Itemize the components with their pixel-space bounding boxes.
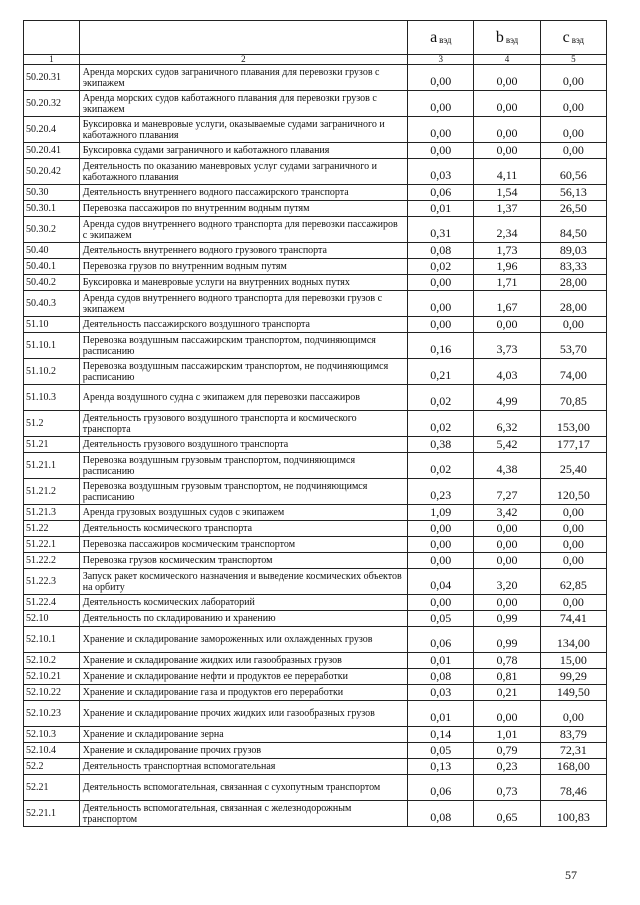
row-name: Перевозка грузов космическим транспортом bbox=[79, 553, 407, 569]
row-code: 51.10.2 bbox=[24, 359, 80, 385]
row-name: Аренда воздушного судна с экипажем для перевозки пассажиров bbox=[79, 385, 407, 411]
row-value-b: 0,00 bbox=[474, 91, 540, 117]
row-value-a: 0,05 bbox=[408, 611, 474, 627]
header-name-cell bbox=[79, 21, 407, 55]
row-value-c: 72,31 bbox=[540, 743, 606, 759]
row-code: 52.10 bbox=[24, 611, 80, 627]
row-value-a: 0,13 bbox=[408, 759, 474, 775]
row-value-c: 74,41 bbox=[540, 611, 606, 627]
row-value-c: 0,00 bbox=[540, 521, 606, 537]
row-code: 50.20.4 bbox=[24, 117, 80, 143]
row-code: 51.10.3 bbox=[24, 385, 80, 411]
row-code: 52.10.2 bbox=[24, 653, 80, 669]
row-name: Аренда морских судов заграничного плавания для перевозки грузов с экипажем bbox=[79, 65, 407, 91]
row-value-b: 4,38 bbox=[474, 453, 540, 479]
row-code: 50.30.2 bbox=[24, 217, 80, 243]
row-value-a: 0,16 bbox=[408, 333, 474, 359]
header-col-a-sub: вэд bbox=[439, 34, 452, 45]
coefficients-table bbox=[23, 20, 607, 827]
row-value-a: 0,00 bbox=[408, 275, 474, 291]
row-value-c: 15,00 bbox=[540, 653, 606, 669]
row-value-c: 28,00 bbox=[540, 275, 606, 291]
header-col-b bbox=[474, 21, 540, 55]
table-row bbox=[24, 727, 607, 743]
row-value-b: 7,27 bbox=[474, 479, 540, 505]
row-value-c: 153,00 bbox=[540, 411, 606, 437]
row-code: 51.21.1 bbox=[24, 453, 80, 479]
table-row bbox=[24, 385, 607, 411]
row-value-a: 0,05 bbox=[408, 743, 474, 759]
row-value-b: 0,21 bbox=[474, 685, 540, 701]
row-code: 50.40.3 bbox=[24, 291, 80, 317]
row-value-a: 0,02 bbox=[408, 259, 474, 275]
header-col-a-letter: a bbox=[430, 28, 438, 46]
header-row bbox=[24, 21, 607, 55]
row-value-c: 26,50 bbox=[540, 201, 606, 217]
row-value-a: 0,08 bbox=[408, 243, 474, 259]
table-row bbox=[24, 117, 607, 143]
table-row bbox=[24, 143, 607, 159]
table-row bbox=[24, 259, 607, 275]
column-index: 1 bbox=[24, 55, 80, 65]
row-value-c: 60,56 bbox=[540, 159, 606, 185]
row-value-c: 0,00 bbox=[540, 65, 606, 91]
row-value-c: 70,85 bbox=[540, 385, 606, 411]
row-value-a: 0,00 bbox=[408, 521, 474, 537]
row-value-b: 0,99 bbox=[474, 627, 540, 653]
table-row bbox=[24, 685, 607, 701]
row-value-a: 0,04 bbox=[408, 569, 474, 595]
row-value-a: 0,02 bbox=[408, 385, 474, 411]
row-value-c: 149,50 bbox=[540, 685, 606, 701]
row-value-c: 0,00 bbox=[540, 537, 606, 553]
row-value-c: 0,00 bbox=[540, 317, 606, 333]
row-value-c: 25,40 bbox=[540, 453, 606, 479]
row-value-c: 62,85 bbox=[540, 569, 606, 595]
column-index: 5 bbox=[540, 55, 606, 65]
row-code: 50.30.1 bbox=[24, 201, 80, 217]
row-name: Хранение и складирование жидких или газообразных грузов bbox=[79, 653, 407, 669]
column-index: 4 bbox=[474, 55, 540, 65]
row-value-a: 0,00 bbox=[408, 65, 474, 91]
row-value-a: 0,06 bbox=[408, 185, 474, 201]
row-code: 52.10.4 bbox=[24, 743, 80, 759]
row-value-a: 0,00 bbox=[408, 537, 474, 553]
row-name: Буксировка и маневровые услуги на внутренних водных путях bbox=[79, 275, 407, 291]
row-value-a: 0,01 bbox=[408, 201, 474, 217]
header-col-c-letter: c bbox=[562, 28, 570, 46]
row-value-a: 0,08 bbox=[408, 669, 474, 685]
row-value-c: 78,46 bbox=[540, 775, 606, 801]
row-value-c: 177,17 bbox=[540, 437, 606, 453]
table-row bbox=[24, 291, 607, 317]
row-value-c: 0,00 bbox=[540, 701, 606, 727]
row-code: 50.20.41 bbox=[24, 143, 80, 159]
row-value-b: 0,00 bbox=[474, 65, 540, 91]
row-value-b: 4,99 bbox=[474, 385, 540, 411]
row-code: 50.20.42 bbox=[24, 159, 80, 185]
row-code: 50.40 bbox=[24, 243, 80, 259]
row-value-a: 0,21 bbox=[408, 359, 474, 385]
row-name: Деятельность вспомогательная, связанная с железнодорожным транспортом bbox=[79, 801, 407, 827]
row-name: Буксировка и маневровые услуги, оказываемые судами заграничного и каботажного плавания bbox=[79, 117, 407, 143]
row-name: Аренда судов внутреннего водного транспорта для перевозки грузов с экипажем bbox=[79, 291, 407, 317]
row-value-c: 53,70 bbox=[540, 333, 606, 359]
header-col-b-letter: b bbox=[495, 28, 504, 46]
table-row bbox=[24, 611, 607, 627]
header-col-c bbox=[540, 21, 606, 55]
row-value-a: 0,03 bbox=[408, 685, 474, 701]
table-row bbox=[24, 521, 607, 537]
row-name: Перевозка воздушным грузовым транспортом, не подчиняющимся расписанию bbox=[79, 479, 407, 505]
table-row bbox=[24, 453, 607, 479]
row-value-a: 0,14 bbox=[408, 727, 474, 743]
row-value-a: 0,00 bbox=[408, 91, 474, 117]
row-value-a: 0,02 bbox=[408, 411, 474, 437]
row-value-b: 3,20 bbox=[474, 569, 540, 595]
row-value-b: 0,23 bbox=[474, 759, 540, 775]
table-row bbox=[24, 185, 607, 201]
table-row bbox=[24, 653, 607, 669]
row-code: 52.2 bbox=[24, 759, 80, 775]
row-name: Хранение и складирование прочих жидких или газообразных грузов bbox=[79, 701, 407, 727]
row-code: 51.21.2 bbox=[24, 479, 80, 505]
row-name: Аренда грузовых воздушных судов с экипажем bbox=[79, 505, 407, 521]
row-code: 52.10.23 bbox=[24, 701, 80, 727]
row-value-b: 1,67 bbox=[474, 291, 540, 317]
row-name: Хранение и складирование нефти и продуктов ее переработки bbox=[79, 669, 407, 685]
row-value-a: 0,08 bbox=[408, 801, 474, 827]
row-code: 51.21 bbox=[24, 437, 80, 453]
table-row bbox=[24, 595, 607, 611]
column-index: 3 bbox=[408, 55, 474, 65]
row-code: 51.2 bbox=[24, 411, 80, 437]
row-value-b: 3,42 bbox=[474, 505, 540, 521]
table-row bbox=[24, 759, 607, 775]
row-value-a: 0,00 bbox=[408, 117, 474, 143]
table-row bbox=[24, 359, 607, 385]
table-row bbox=[24, 775, 607, 801]
page-number: 57 bbox=[565, 868, 577, 882]
row-value-b: 6,32 bbox=[474, 411, 540, 437]
row-value-b: 0,00 bbox=[474, 521, 540, 537]
row-code: 51.22.4 bbox=[24, 595, 80, 611]
row-name: Перевозка пассажиров по внутренним водным путям bbox=[79, 201, 407, 217]
row-value-c: 120,50 bbox=[540, 479, 606, 505]
row-value-a: 0,06 bbox=[408, 775, 474, 801]
row-code: 52.10.21 bbox=[24, 669, 80, 685]
row-code: 51.22.3 bbox=[24, 569, 80, 595]
row-value-a: 0,00 bbox=[408, 317, 474, 333]
column-index-row bbox=[24, 55, 607, 65]
row-value-c: 0,00 bbox=[540, 505, 606, 521]
table-row bbox=[24, 317, 607, 333]
row-value-b: 0,00 bbox=[474, 553, 540, 569]
row-value-a: 0,38 bbox=[408, 437, 474, 453]
row-value-b: 0,00 bbox=[474, 537, 540, 553]
row-value-b: 0,00 bbox=[474, 117, 540, 143]
row-name: Деятельность по складированию и хранению bbox=[79, 611, 407, 627]
table-row bbox=[24, 411, 607, 437]
table-row bbox=[24, 243, 607, 259]
row-value-b: 0,79 bbox=[474, 743, 540, 759]
row-value-a: 1,09 bbox=[408, 505, 474, 521]
row-value-b: 2,34 bbox=[474, 217, 540, 243]
row-value-c: 0,00 bbox=[540, 91, 606, 117]
row-code: 51.22.2 bbox=[24, 553, 80, 569]
row-code: 50.40.2 bbox=[24, 275, 80, 291]
row-value-b: 0,00 bbox=[474, 701, 540, 727]
row-value-b: 1,01 bbox=[474, 727, 540, 743]
row-code: 52.10.3 bbox=[24, 727, 80, 743]
table-row bbox=[24, 801, 607, 827]
table-row bbox=[24, 701, 607, 727]
row-value-a: 0,00 bbox=[408, 291, 474, 317]
table-row bbox=[24, 569, 607, 595]
table-row bbox=[24, 437, 607, 453]
row-name: Деятельность грузового воздушного транспорта и космического транспорта bbox=[79, 411, 407, 437]
row-value-a: 0,31 bbox=[408, 217, 474, 243]
row-value-a: 0,02 bbox=[408, 453, 474, 479]
row-value-b: 0,00 bbox=[474, 317, 540, 333]
row-value-b: 1,73 bbox=[474, 243, 540, 259]
row-value-a: 0,00 bbox=[408, 143, 474, 159]
row-value-a: 0,01 bbox=[408, 653, 474, 669]
header-code-cell bbox=[24, 21, 80, 55]
table-row bbox=[24, 217, 607, 243]
row-value-b: 0,81 bbox=[474, 669, 540, 685]
table-row bbox=[24, 627, 607, 653]
row-code: 52.21.1 bbox=[24, 801, 80, 827]
row-name: Перевозка воздушным пассажирским транспортом, подчиняющимся расписанию bbox=[79, 333, 407, 359]
row-name: Деятельность космического транспорта bbox=[79, 521, 407, 537]
row-value-a: 0,23 bbox=[408, 479, 474, 505]
row-value-c: 28,00 bbox=[540, 291, 606, 317]
row-code: 51.10.1 bbox=[24, 333, 80, 359]
row-name: Аренда морских судов каботажного плавания для перевозки грузов с экипажем bbox=[79, 91, 407, 117]
row-name: Запуск ракет космического назначения и выведение космических объектов на орбиту bbox=[79, 569, 407, 595]
row-value-b: 4,11 bbox=[474, 159, 540, 185]
table-row bbox=[24, 669, 607, 685]
header-col-c-sub: вэд bbox=[571, 34, 585, 45]
row-value-b: 4,03 bbox=[474, 359, 540, 385]
table-row bbox=[24, 91, 607, 117]
row-value-c: 100,83 bbox=[540, 801, 606, 827]
row-code: 50.20.31 bbox=[24, 65, 80, 91]
row-value-b: 5,42 bbox=[474, 437, 540, 453]
row-name: Деятельность космических лабораторий bbox=[79, 595, 407, 611]
row-name: Аренда судов внутреннего водного транспорта для перевозки пассажиров с экипажем bbox=[79, 217, 407, 243]
row-name: Деятельность вспомогательная, связанная с сухопутным транспортом bbox=[79, 775, 407, 801]
row-value-b: 1,96 bbox=[474, 259, 540, 275]
row-value-b: 0,65 bbox=[474, 801, 540, 827]
row-name: Деятельность по оказанию маневровых услуг судами заграничного и каботажного плавания bbox=[79, 159, 407, 185]
row-value-a: 0,00 bbox=[408, 553, 474, 569]
table-row bbox=[24, 159, 607, 185]
table-row bbox=[24, 743, 607, 759]
table-body bbox=[24, 21, 607, 827]
row-value-c: 0,00 bbox=[540, 595, 606, 611]
row-name: Хранение и складирование замороженных или охлажденных грузов bbox=[79, 627, 407, 653]
row-value-c: 168,00 bbox=[540, 759, 606, 775]
table-row bbox=[24, 479, 607, 505]
row-code: 51.22 bbox=[24, 521, 80, 537]
table-row bbox=[24, 65, 607, 91]
row-name: Хранение и складирование газа и продуктов его переработки bbox=[79, 685, 407, 701]
row-name: Деятельность транспортная вспомогательная bbox=[79, 759, 407, 775]
row-code: 52.10.22 bbox=[24, 685, 80, 701]
row-code: 50.40.1 bbox=[24, 259, 80, 275]
header-col-a bbox=[408, 21, 474, 55]
row-name: Перевозка воздушным пассажирским транспортом, не подчиняющимся расписанию bbox=[79, 359, 407, 385]
row-value-a: 0,03 bbox=[408, 159, 474, 185]
row-value-b: 0,00 bbox=[474, 143, 540, 159]
row-value-c: 74,00 bbox=[540, 359, 606, 385]
row-name: Перевозка воздушным грузовым транспортом, подчиняющимся расписанию bbox=[79, 453, 407, 479]
row-code: 51.21.3 bbox=[24, 505, 80, 521]
table-row bbox=[24, 333, 607, 359]
row-code: 50.20.32 bbox=[24, 91, 80, 117]
row-value-b: 0,99 bbox=[474, 611, 540, 627]
table-row bbox=[24, 553, 607, 569]
row-code: 50.30 bbox=[24, 185, 80, 201]
row-name: Перевозка пассажиров космическим транспортом bbox=[79, 537, 407, 553]
row-value-a: 0,00 bbox=[408, 595, 474, 611]
row-value-a: 0,06 bbox=[408, 627, 474, 653]
row-value-c: 89,03 bbox=[540, 243, 606, 259]
row-value-c: 84,50 bbox=[540, 217, 606, 243]
row-value-c: 99,29 bbox=[540, 669, 606, 685]
row-value-b: 1,54 bbox=[474, 185, 540, 201]
row-value-c: 83,79 bbox=[540, 727, 606, 743]
table-row bbox=[24, 505, 607, 521]
table-row bbox=[24, 537, 607, 553]
header-col-b-sub: вэд bbox=[505, 34, 519, 45]
row-value-a: 0,01 bbox=[408, 701, 474, 727]
row-name: Хранение и складирование прочих грузов bbox=[79, 743, 407, 759]
row-name: Буксировка судами заграничного и каботажного плавания bbox=[79, 143, 407, 159]
row-code: 51.22.1 bbox=[24, 537, 80, 553]
table-row bbox=[24, 275, 607, 291]
row-value-b: 3,73 bbox=[474, 333, 540, 359]
row-value-b: 1,37 bbox=[474, 201, 540, 217]
row-value-c: 83,33 bbox=[540, 259, 606, 275]
row-value-c: 0,00 bbox=[540, 553, 606, 569]
column-index: 2 bbox=[79, 55, 407, 65]
row-value-b: 1,71 bbox=[474, 275, 540, 291]
row-name: Деятельность пассажирского воздушного транспорта bbox=[79, 317, 407, 333]
row-name: Перевозка грузов по внутренним водным путям bbox=[79, 259, 407, 275]
row-value-b: 0,00 bbox=[474, 595, 540, 611]
row-name: Деятельность грузового воздушного транспорта bbox=[79, 437, 407, 453]
row-value-c: 0,00 bbox=[540, 117, 606, 143]
row-name: Хранение и складирование зерна bbox=[79, 727, 407, 743]
row-value-c: 56,13 bbox=[540, 185, 606, 201]
row-value-c: 134,00 bbox=[540, 627, 606, 653]
table-row bbox=[24, 201, 607, 217]
row-name: Деятельность внутреннего водного пассажирского транспорта bbox=[79, 185, 407, 201]
row-code: 52.21 bbox=[24, 775, 80, 801]
row-value-c: 0,00 bbox=[540, 143, 606, 159]
row-code: 51.10 bbox=[24, 317, 80, 333]
row-name: Деятельность внутреннего водного грузового транспорта bbox=[79, 243, 407, 259]
row-value-b: 0,73 bbox=[474, 775, 540, 801]
row-value-b: 0,78 bbox=[474, 653, 540, 669]
row-code: 52.10.1 bbox=[24, 627, 80, 653]
